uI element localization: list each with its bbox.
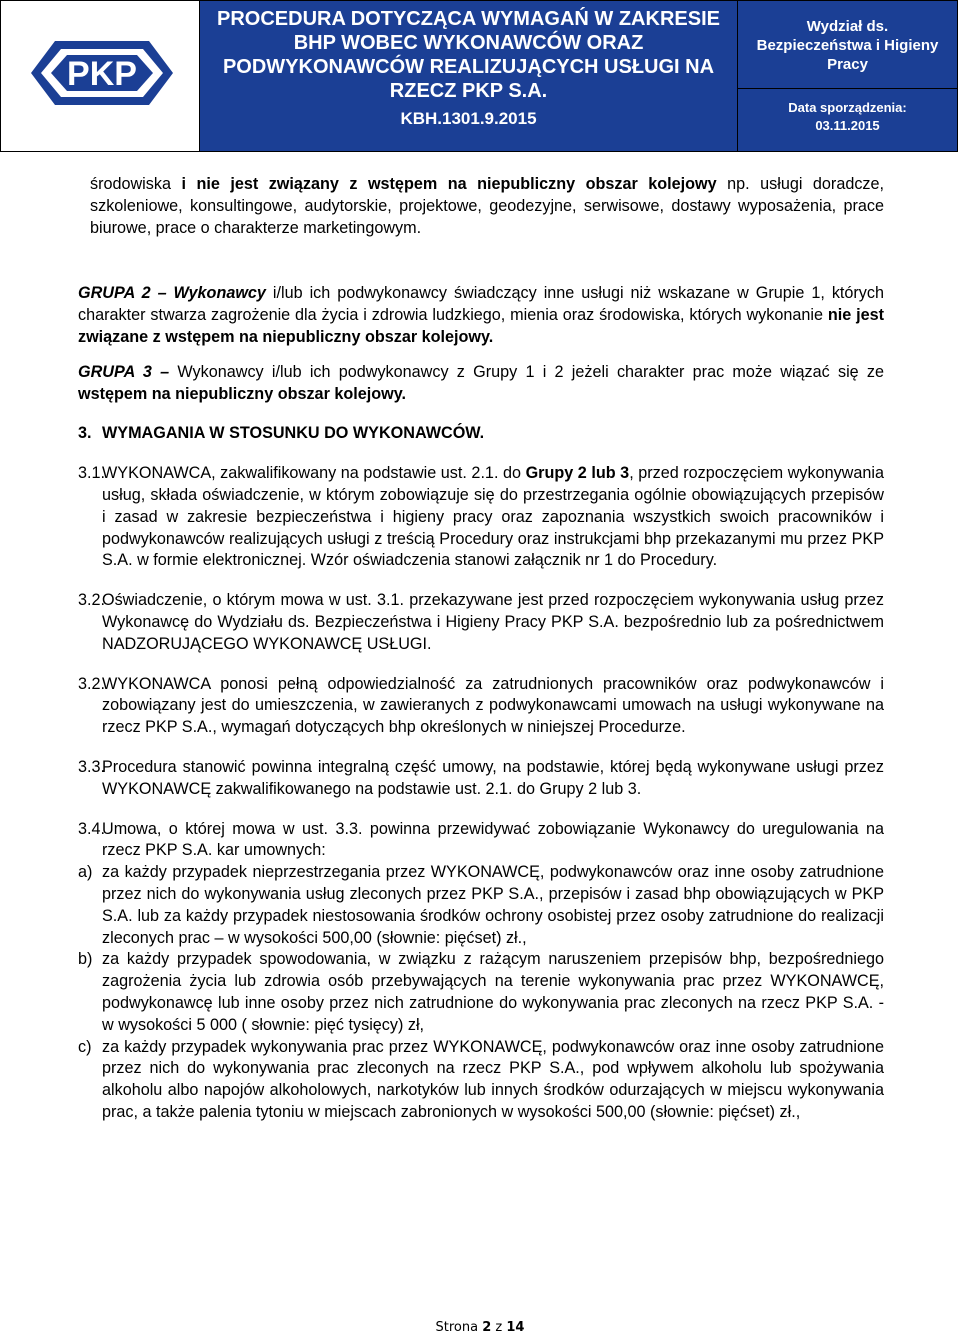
intro-text-end: np. usługi doradcze, szkoleniowe, konsultingowe, audytorskie, projektowe, geodezyjne, serwisowe, dostawy wyposażenia, prace biurowe, prace o charakterze marketingowym. xyxy=(90,175,885,237)
grupa-2-text: i/lub ich podwykonawcy świadczący inne usługi niż wskazane w Grupie 1, których charakter stwarza zagrożenie dla życia i zdrowia ludzkiego, mienia oraz środowiska, których wykonanie xyxy=(78,284,884,325)
grupa-2-label: GRUPA 2 – Wykonawcy xyxy=(78,284,266,303)
grupa-2-paragraph xyxy=(78,283,884,348)
date-label: Data sporządzenia: xyxy=(788,100,907,115)
intro-text: środowiska xyxy=(90,175,182,193)
document-header xyxy=(0,0,958,152)
footer-of: z xyxy=(495,1320,503,1335)
creation-date xyxy=(738,89,957,151)
subitem-letter: c) xyxy=(78,1037,92,1056)
grupa-3-text: Wykonawcy i/lub ich podwykonawcy z Grupy 1 i 2 jeżeli charakter prac może wiązać się ze xyxy=(169,362,885,381)
section-title: WYMAGANIA W STOSUNKU DO WYKONAWCÓW. xyxy=(102,424,485,443)
section-number: 3. xyxy=(78,424,92,443)
item-3-2a xyxy=(78,590,884,655)
item-3-2b xyxy=(78,674,884,739)
item-3-1 xyxy=(78,463,884,572)
item-number: 3.4. xyxy=(78,819,106,838)
subitem-letter: b) xyxy=(78,950,93,969)
item-text: WYKONAWCA ponosi pełną odpowiedzialność za zatrudnionych pracowników oraz podwykonawców i zobowiązany jest do umieszczenia, w zawieranych z podwykonawcami umowach na usługi wykonywane na rzecz PKP S.A., wymagań dotyczących bhp określonych w niniejszej Procedurze. xyxy=(102,674,884,737)
department xyxy=(738,1,957,89)
item-text: Umowa, o której mowa w ust. 3.3. powinna przewidywać zobowiązanie Wykonawcy do uregulowania na rzecz PKP S.A. kar umownych: xyxy=(102,819,884,860)
subitem-letter: a) xyxy=(78,863,93,882)
item-number: 3.2. xyxy=(78,674,106,693)
item-text: Oświadczenie, o którym mowa w ust. 3.1. przekazywane jest przed rozpoczęciem wykonywania usług przez Wykonawcę do Wydziału ds. Bezpieczeństwa i Higieny Pracy PKP S.A. bezpośrednio lub za pośrednictwem NADZORUJĄCEGO WYKONAWCĘ USŁUGI. xyxy=(102,591,884,653)
title-line: PROCEDURA DOTYCZĄCA WYMAGAŃ W ZAKRESIE xyxy=(217,8,720,30)
subitem-b xyxy=(78,949,884,1036)
page-number: 2 xyxy=(482,1320,492,1335)
grupa-3-paragraph xyxy=(78,362,884,406)
subitem-text: za każdy przypadek nieprzestrzegania przez WYKONAWCĘ, podwykonawców oraz inne osoby zatrudnione przez nich do wykonywania usług zleconych przez PKP S.A., przepisów i zasad bhp obowiązujących w PKP S.A. lub za każdy przypadek niestosowania środków ochrony osobistej przez osoby zatrudnione do realizacji zleconych prac – w wysokości 500,00 (słownie: pięćset) zł., xyxy=(102,863,884,947)
grupa-3-label: GRUPA 3 – xyxy=(78,362,170,381)
page-total: 14 xyxy=(506,1320,525,1335)
footer-prefix: Strona xyxy=(435,1320,479,1335)
item-3-3 xyxy=(78,757,884,801)
section-3-heading xyxy=(78,423,884,445)
title-line: PODWYKONAWCÓW REALIZUJĄCYCH USŁUGI NA xyxy=(222,56,715,78)
title-line: BHP WOBEC WYKONAWCÓW ORAZ xyxy=(293,32,644,54)
item-text: WYKONAWCA, zakwalifikowany na podstawie ust. 2.1. do Grupy 2 lub 3, przed rozpoczęciem wykonywania usług, składa oświadczenie, w którym zobowiązuje się do przestrzegania ogólnie obowiązujących przepisów i zasad w zakresie bezpieczeństwa i higieny pracy oraz zapoznania wszystkich swoich pracowników i podwykonawców realizujących usługi z treścią Procedury oraz instrukcjami bhp przekazanymi mu przez PKP S.A. w formie elektronicznej. Wzór oświadczenia stanowi załącznik nr 1 do Procedury. xyxy=(102,464,884,570)
subitem-text: za każdy przypadek spowodowania, w związku z rażącym naruszeniem przepisów bhp, bezpośredniego zagrożenia życia lub zdrowia osób przebywających na terenie wykonywania prac przez WYKONAWCĘ, podwykonawcę lub inne osoby przez nich zatrudnione do wykonywania prac zleconych na rzecz PKP S.A. - w wysokości 5 000 ( słownie: pięć tysięcy) zł, xyxy=(102,950,884,1034)
dept-line: Bezpieczeństwa i Higieny xyxy=(756,37,939,54)
item-number: 3.2. xyxy=(78,591,106,610)
page-footer xyxy=(0,1320,960,1335)
dept-line: Wydział ds. xyxy=(806,18,889,35)
procedure-title xyxy=(200,1,738,151)
intro-bold: i nie jest związany z wstępem na niepubliczny obszar kolejowy xyxy=(181,175,717,193)
subitem-a xyxy=(78,862,884,949)
grupa-2-bold: nie jest związane z wstępem na niepubliczny obszar kolejowy. xyxy=(78,306,884,346)
intro-paragraph xyxy=(78,174,884,239)
logo-text: PKP xyxy=(67,55,137,93)
grupa-3-bold: wstępem na niepubliczny obszar kolejowy. xyxy=(78,384,407,403)
document-body xyxy=(78,174,884,1124)
item-text: Procedura stanowić powinna integralną część umowy, na podstawie, której będą wykonywane usługi przez WYKONAWCĘ zakwalifikowanego na podstawie ust. 2.1. do Grupy 2 lub 3. xyxy=(102,757,884,798)
item-number: 3.1. xyxy=(78,464,106,483)
item-3-4 xyxy=(78,819,884,863)
item-number: 3.3. xyxy=(78,757,106,776)
pkp-logo xyxy=(1,1,200,151)
procedure-code: KBH.1301.9.2015 xyxy=(400,109,537,128)
pkp-logo-icon xyxy=(1,1,199,151)
title-line: RZECZ PKP S.A. xyxy=(389,80,548,102)
subitem-c xyxy=(78,1037,884,1124)
date-value: 03.11.2015 xyxy=(815,118,880,133)
dept-line: Pracy xyxy=(827,56,868,73)
subitem-text: za każdy przypadek wykonywania prac przez WYKONAWCĘ, podwykonawców oraz inne osoby zatrudnione przez nich do wykonywania prac zleconych na rzecz PKP S.A., pod wpływem alkoholu lub spożywania alkoholu albo napojów alkoholowych, narkotyków lub innych środków odurzających w miejscu wykonywania prac, a także palenia tytoniu w miejscach zabronionych w wysokości 500,00 (słownie: pięćset) zł., xyxy=(102,1037,884,1121)
